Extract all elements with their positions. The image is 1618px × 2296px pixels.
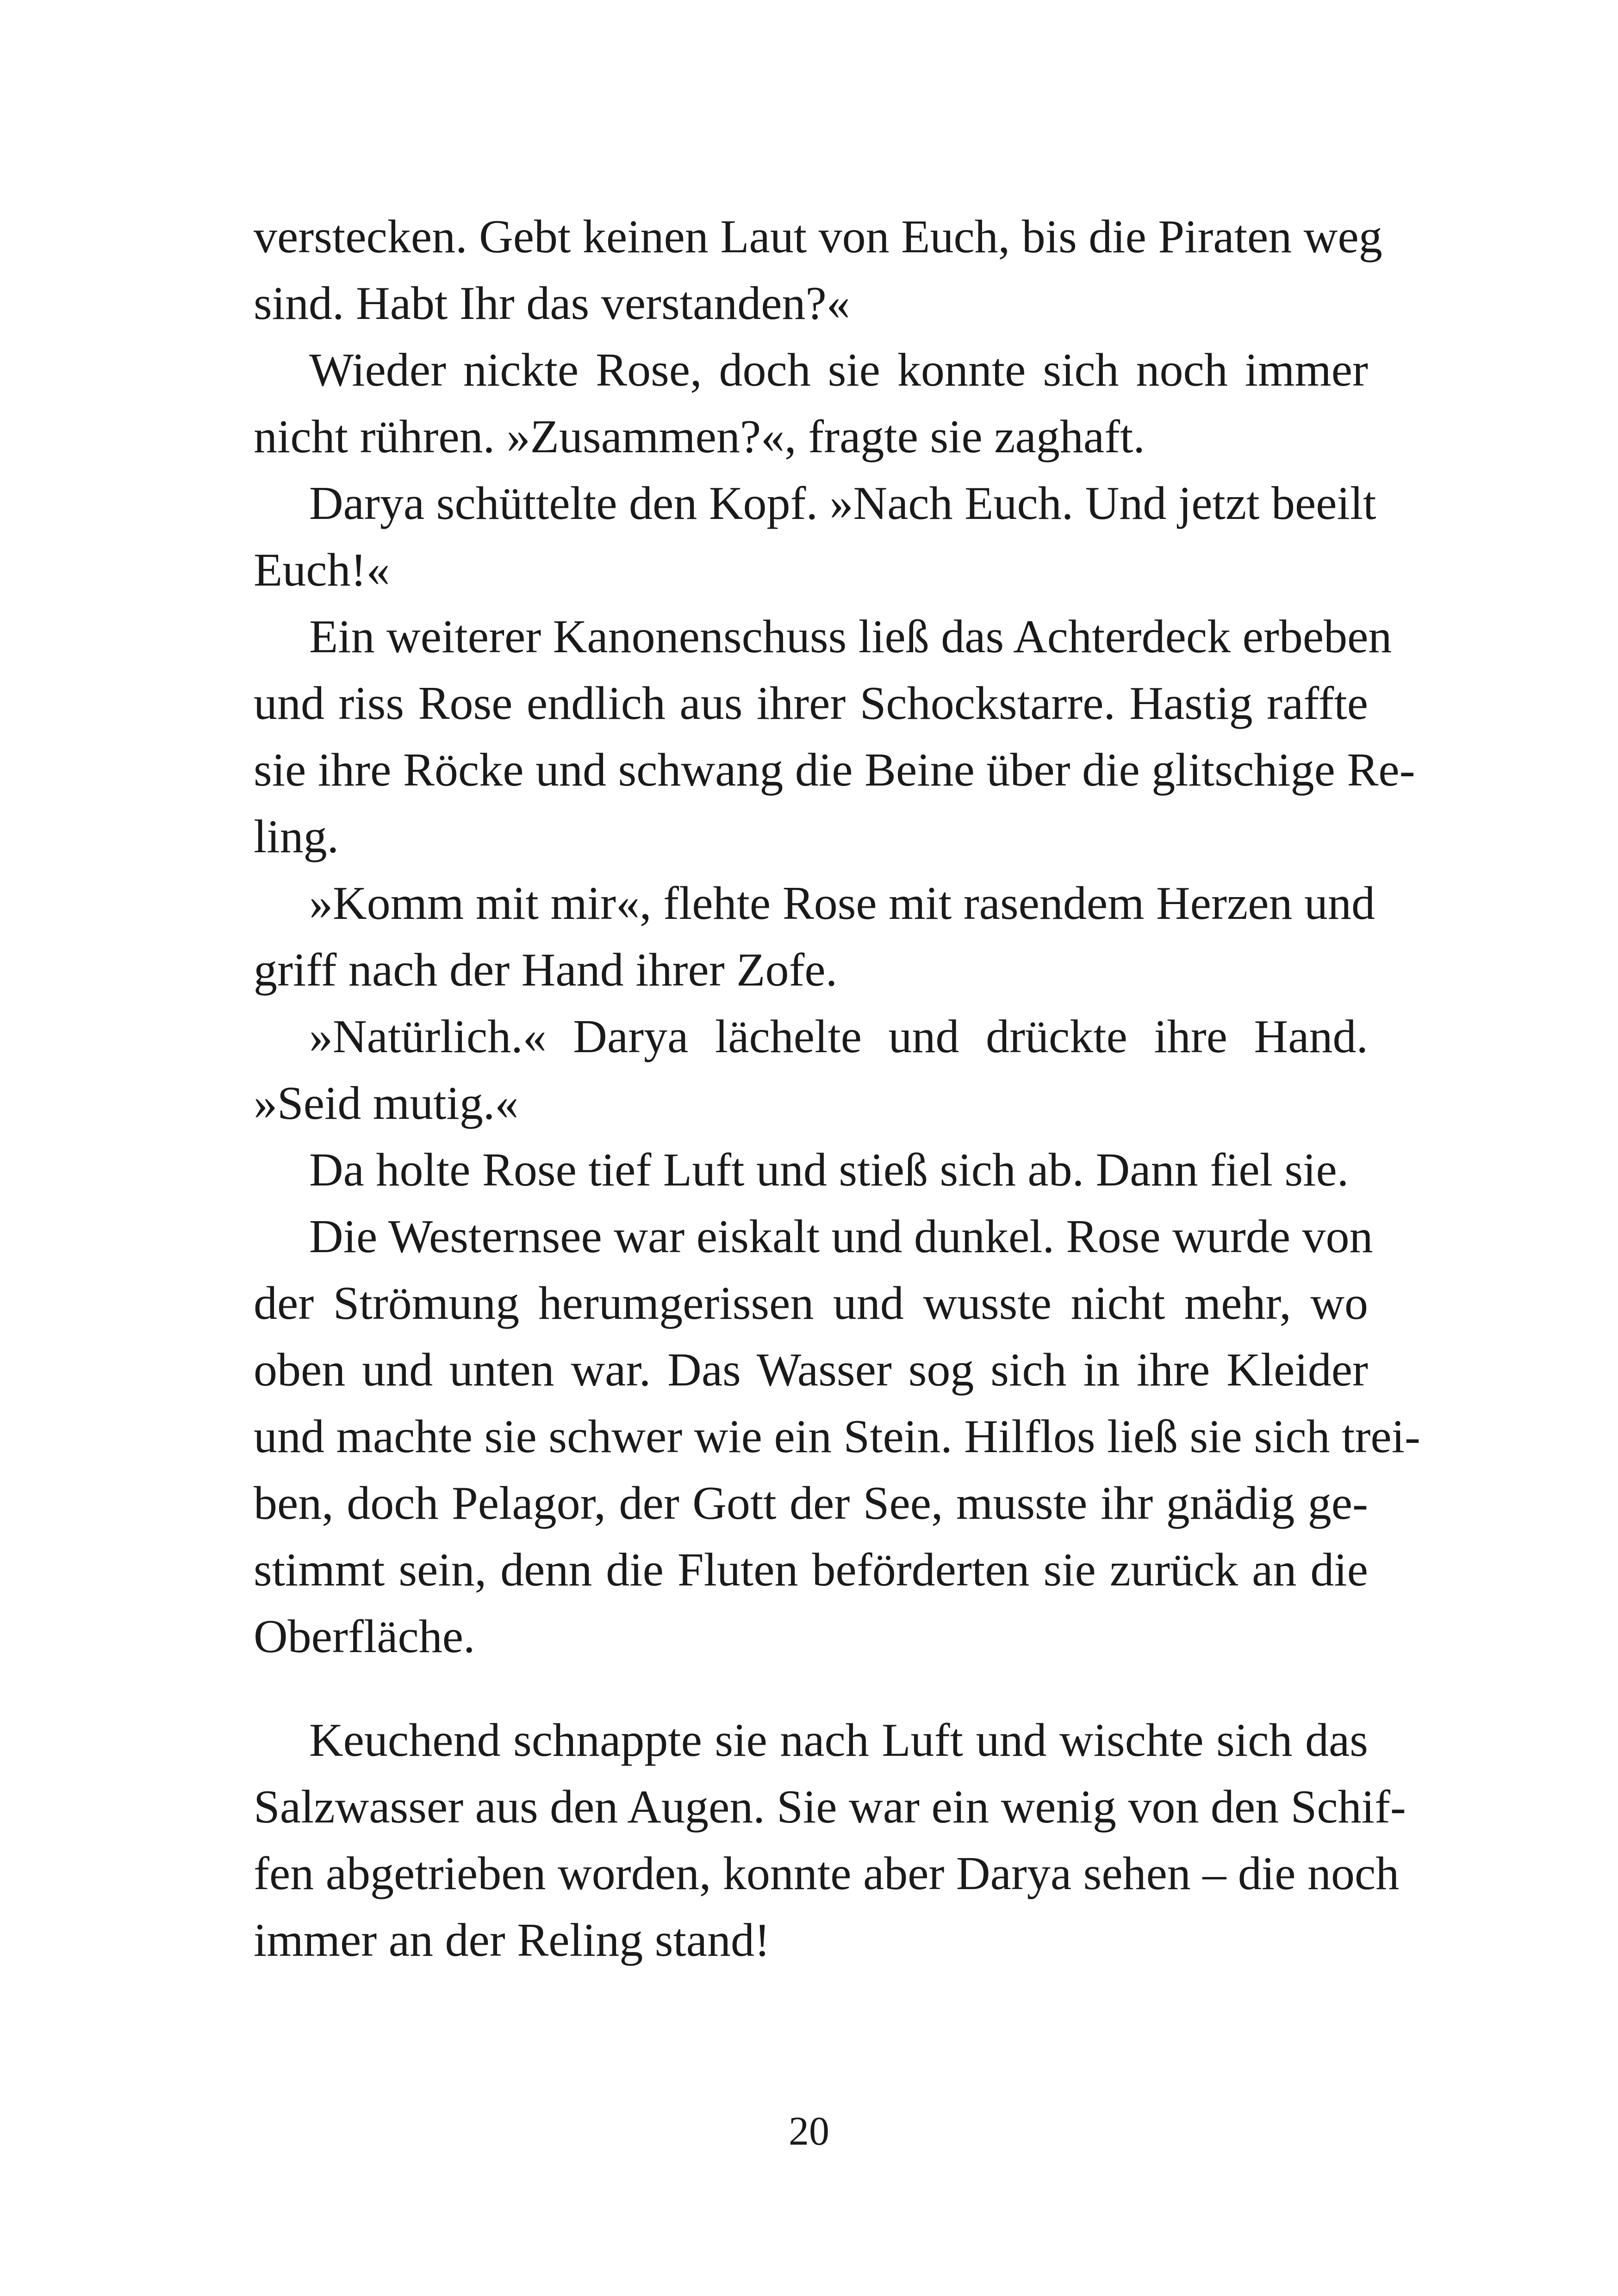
- body-text: [254, 204, 1421, 1974]
- text-line: Die Westernsee war eiskalt und dunkel. Rose wurde von: [309, 1210, 1373, 1263]
- text-line: Ein weiterer Kanonenschuss ließ das Achterdeck erbeben: [309, 611, 1392, 663]
- text-line: »Komm mit mir«, flehte Rose mit rasendem Herzen und: [309, 877, 1375, 930]
- text-line: immer an der Reling stand!: [254, 1914, 771, 1966]
- text-line: Wieder nickte Rose, doch sie konnte sich noch immer: [309, 344, 1368, 396]
- text-line: fen abgetrieben worden, konnte aber Darya sehen – die noch: [254, 1847, 1400, 1900]
- text-line: stimmt sein, denn die Fluten beförderten sie zurück an die: [254, 1544, 1368, 1596]
- text-line: sie ihre Röcke und schwang die Beine über die glitschige Re-: [254, 744, 1415, 796]
- text-line: griff nach der Hand ihrer Zofe.: [254, 944, 838, 996]
- text-line: »Seid mutig.«: [254, 1077, 519, 1129]
- text-line: Euch!«: [254, 544, 390, 596]
- text-line: und riss Rose endlich aus ihrer Schockstarre. Hastig raffte: [254, 677, 1368, 730]
- text-line: oben und unten war. Das Wasser sog sich in ihre Kleider: [254, 1344, 1368, 1396]
- text-line: und machte sie schwer wie ein Stein. Hilflos ließ sie sich trei-: [254, 1410, 1421, 1463]
- text-line: »Natürlich.« Darya lächelte und drückte ihre Hand.: [309, 1011, 1368, 1063]
- text-line: ben, doch Pelagor, der Gott der See, musste ihr gnädig ge-: [254, 1477, 1368, 1529]
- text-line: sind. Habt Ihr das verstanden?«: [254, 277, 850, 330]
- text-line: verstecken. Gebt keinen Laut von Euch, bis die Piraten weg: [254, 211, 1382, 263]
- text-line: der Strömung herumgerissen und wusste nicht mehr, wo: [254, 1277, 1368, 1329]
- text-line: Da holte Rose tief Luft und stieß sich ab. Dann fiel sie.: [309, 1144, 1349, 1196]
- paragraph-gap: [254, 1670, 1368, 1707]
- text-line: nicht rühren. »Zusammen?«, fragte sie zaghaft.: [254, 411, 1145, 463]
- text-line: ling.: [254, 811, 339, 863]
- page-number: 20: [789, 2109, 829, 2154]
- text-line: Salzwasser aus den Augen. Sie war ein wenig von den Schif-: [254, 1781, 1406, 1833]
- text-line: Darya schüttelte den Kopf. »Nach Euch. Und jetzt beeilt: [309, 477, 1376, 530]
- text-line: Keuchend schnappte sie nach Luft und wischte sich das: [309, 1714, 1368, 1766]
- text-line: Oberfläche.: [254, 1610, 475, 1663]
